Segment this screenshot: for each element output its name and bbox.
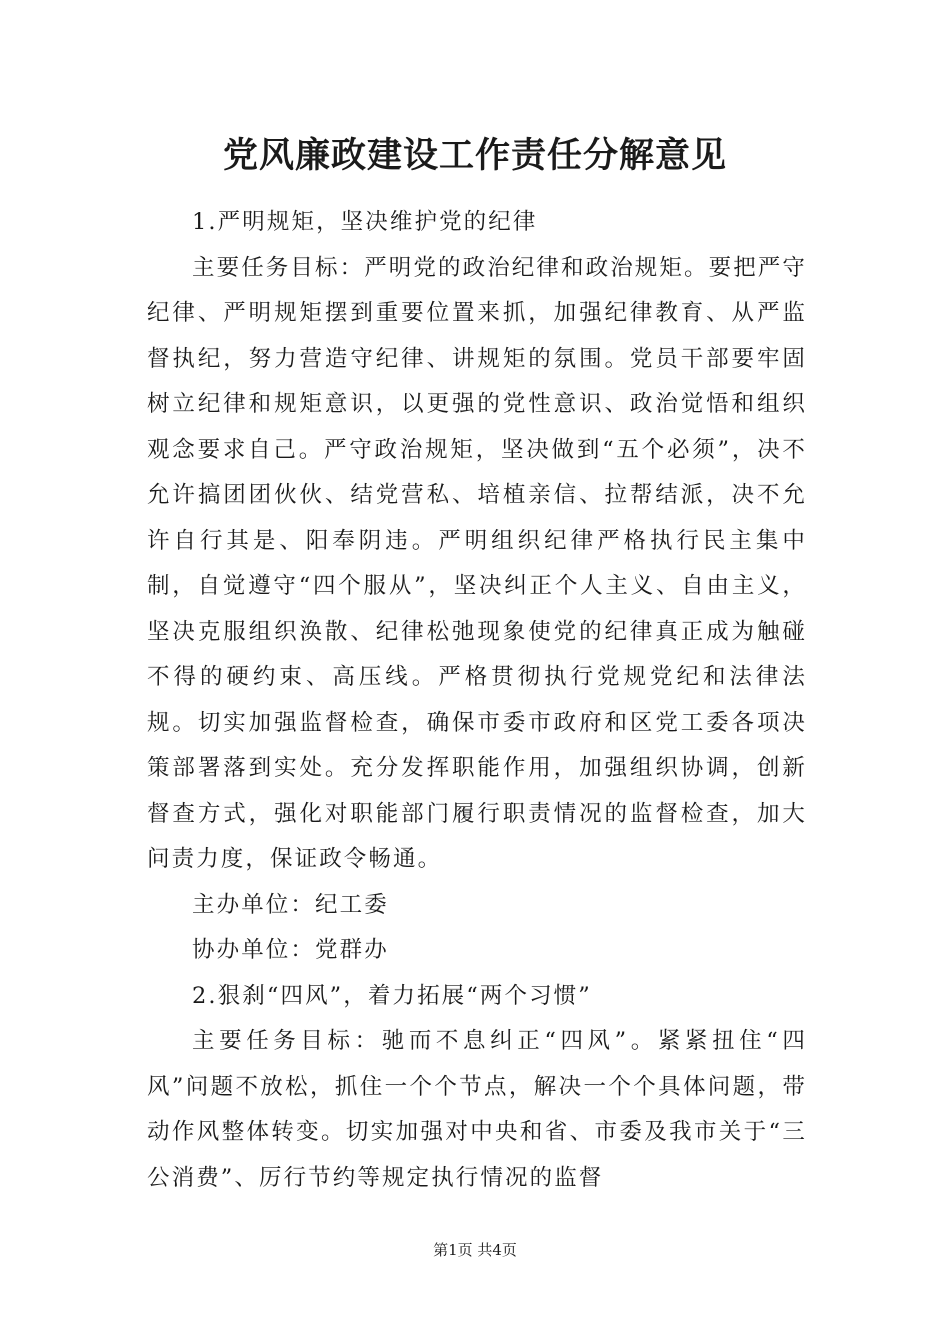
page-footer: 第1页 共4页 bbox=[433, 1241, 517, 1259]
section-heading-1: 1.严明规矩，坚决维护党的纪律 bbox=[192, 209, 538, 235]
task-goal-paragraph-2: 主要任务目标：驰而不息纠正“四风”。紧紧扭住“四风”问题不放松，抓住一个个节点，解决一个个具体问题，带动作风整体转变。切实加强对中央和省、市委及我市关于“三公消费”、厉行节约等规定执行情况的监督 bbox=[147, 1028, 807, 1191]
document-body bbox=[147, 200, 807, 1201]
task-goal-paragraph-1: 主要任务目标：严明党的政治纪律和政治规矩。要把严守纪律、严明规矩摆到重要位置来抓，加强纪律教育、从严监督执纪，努力营造守纪律、讲规矩的氛围。党员干部要牢固树立纪律和规矩意识，以更强的党性意识、政治觉悟和组织观念要求自己。严守政治规矩，坚决做到“五个必须”，决不允许搞团团伙伙、结党营私、培植亲信、拉帮结派，决不允许自行其是、阳奉阴违。严明组织纪律严格执行民主集中制，自觉遵守“四个服从”，坚决纠正个人主义、自由主义，坚决克服组织涣散、纪律松弛现象使党的纪律真正成为触碰不得的硬约束、高压线。严格贯彻执行党规党纪和法律法规。切实加强监督检查，确保市委市政府和区党工委各项决策部署落到实处。充分发挥职能作用，加强组织协调，创新督查方式，强化对职能部门履行职责情况的监督检查，加大问责力度，保证政令畅通。 bbox=[147, 254, 808, 872]
assist-unit-1: 协办单位：党群办 bbox=[192, 937, 389, 963]
document-title: 党风廉政建设工作责任分解意见 bbox=[222, 135, 727, 176]
lead-unit-1: 主办单位：纪工委 bbox=[192, 891, 389, 918]
section-heading-2: 2.狠刹“四风”，着力拓展“两个习惯” bbox=[192, 982, 592, 1009]
